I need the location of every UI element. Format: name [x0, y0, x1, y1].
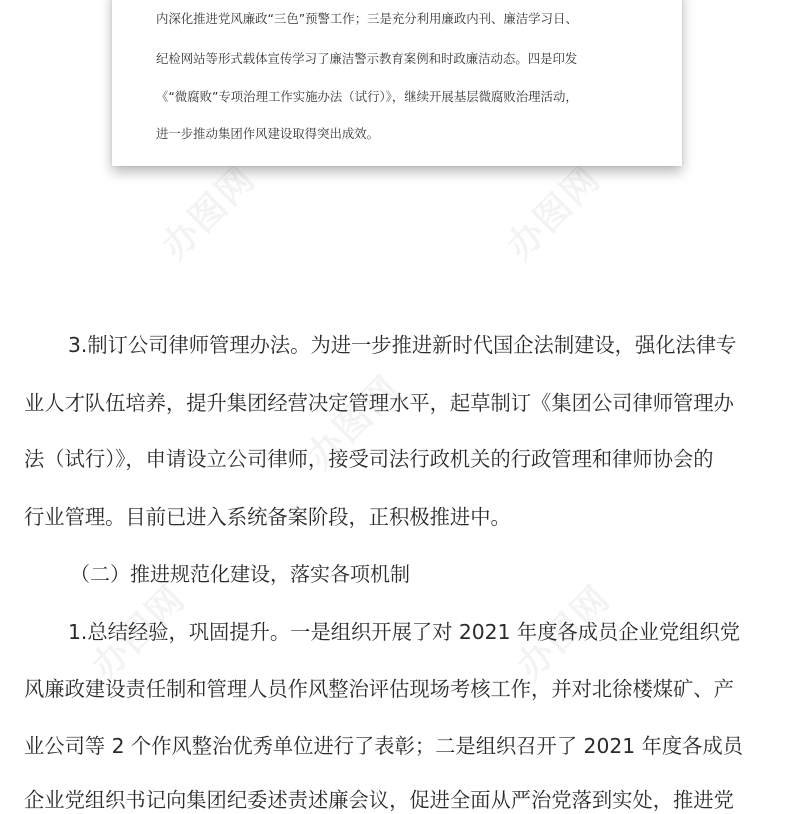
card-text-line: 《“微腐败”专项治理工作实施办法（试行）》，继续开展基层微腐败治理活动， — [156, 89, 578, 104]
quote-card — [112, 0, 682, 166]
section-heading: （二）推进规范化建设，落实各项机制 — [70, 562, 410, 586]
paragraph-line: 企业党组织书记向集团纪委述责述廉会议，促进全面从严治党落到实处，推进党 — [24, 788, 734, 812]
paragraph-line: 1.总结经验，巩固提升。一是组织开展了对 2021 年度各成员企业党组织党 — [68, 620, 741, 644]
card-text-line: 进一步推动集团作风建设取得突出成效。 — [156, 126, 380, 141]
paragraph-line: 法（试行）》，申请设立公司律师，接受司法行政机关的行政管理和律师协会的 — [24, 447, 714, 471]
watermark-2: 办图网 — [499, 157, 609, 268]
card-text-line: 纪检网站等形式载体宣传学习了廉洁警示教育案例和时政廉洁动态。四是印发 — [156, 51, 578, 66]
watermark-4: 办图网 — [84, 577, 194, 688]
paragraph-line: 3.制订公司律师管理办法。为进一步推进新时代国企法制建设，强化法律专 — [68, 333, 737, 357]
card-text-line: 内深化推进党风廉政“三色”预警工作；三是充分利用廉政内刊、廉洁学习日、 — [156, 11, 578, 26]
watermark-3: 办图网 — [299, 367, 409, 478]
paragraph-line: 风廉政建设责任制和管理人员作风整治评估现场考核工作，并对北徐楼煤矿、产 — [24, 677, 734, 701]
watermark-1: 办图网 — [154, 157, 264, 268]
paragraph-line: 业公司等 2 个作风整治优秀单位进行了表彰；二是组织召开了 2021 年度各成员 — [24, 734, 744, 758]
watermark-5: 办图网 — [509, 577, 619, 688]
paragraph-line: 业人才队伍培养，提升集团经营决定管理水平，起草制订《集团公司律师管理办 — [24, 391, 734, 415]
paragraph-line: 行业管理。目前已进入系统备案阶段，正积极推进中。 — [24, 505, 511, 529]
